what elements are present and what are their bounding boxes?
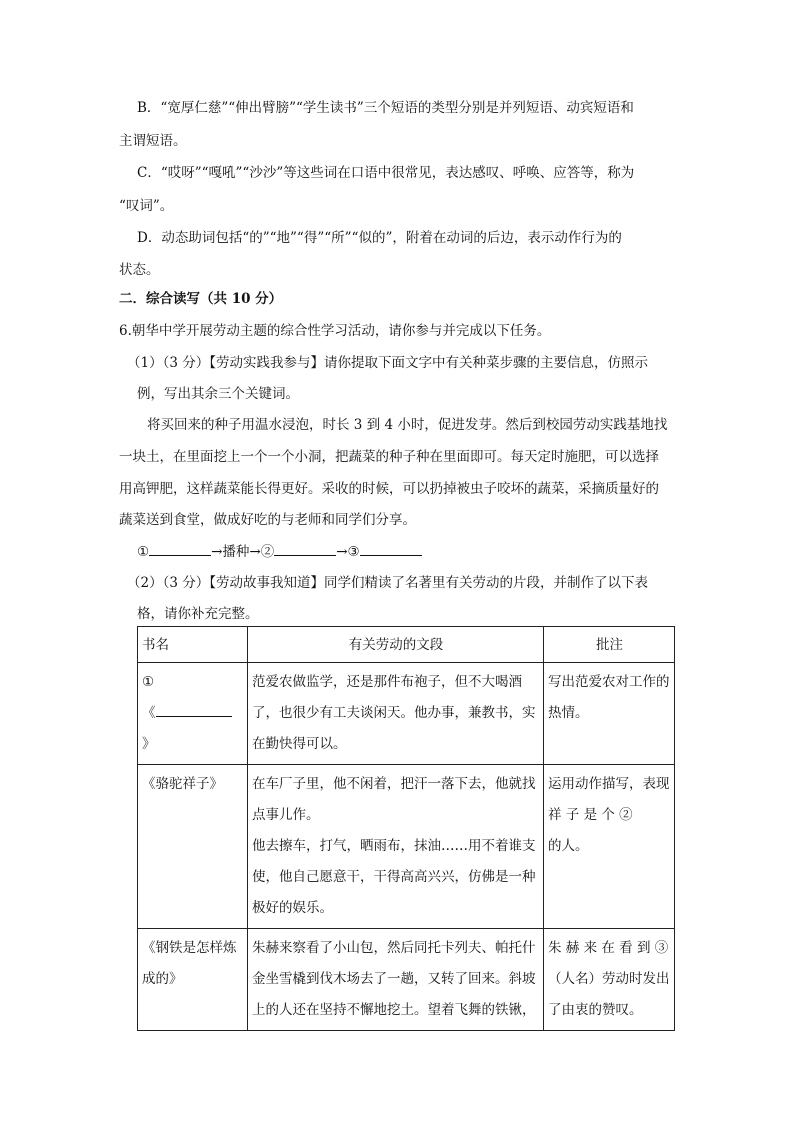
annotation-cell: 朱 赫 来 在 看 到 ③（人名）劳动时发出了由衷的赞叹。 [544, 929, 675, 1031]
passage-line4: 蔬菜送到食堂，做成好吃的与老师和同学们分享。 [119, 512, 416, 528]
table-row [138, 663, 675, 765]
annotation-text-end: 的人。 [548, 838, 589, 854]
annotation-cell: 写出范爱农对工作的热情。 [544, 663, 675, 765]
part2-prompt-line1: （2）（3 分）【劳动故事我知道】同学们精读了名著里有关劳动的片段，并制作了以下表 [127, 575, 648, 591]
arrow-sow-text: →播种→ [211, 544, 261, 560]
book-left-bracket: 《 [142, 705, 156, 721]
answer-blank-2[interactable] [274, 541, 336, 556]
keyword-answer-row [137, 541, 422, 562]
option-b-line1: B．“宽厚仁慈”“伸出臂膀”“学生读书”三个短语的类型分别是并列短语、动宾短语和 [137, 100, 634, 116]
book-title-blank[interactable] [156, 702, 232, 717]
table-header-row [138, 627, 675, 663]
blank-3-number: ③ [347, 544, 360, 560]
part2-prompt-line2: 格，请你补充完整。 [137, 606, 259, 622]
passage-paragraph: 在车厂子里，他不闲着，把汗一落下去，他就找点事儿作。 [252, 776, 536, 823]
annotation-text: 运用动作描写，表现祥 子 是 个 ② [548, 776, 670, 823]
book-blank-number: ① [142, 674, 155, 690]
annotation-cell [544, 765, 675, 929]
header-annotation: 批注 [544, 627, 675, 663]
answer-blank-3[interactable] [360, 541, 422, 556]
labor-passage-cell [248, 765, 544, 929]
question-6-stem: 6.朝华中学开展劳动主题的综合性学习活动，请你参与并完成以下任务。 [119, 323, 551, 339]
passage-line3: 用高钾肥，这样蔬菜能长得更好。采收的时候，可以扔掉被虫子咬坏的蔬菜，采摘质量好的 [119, 481, 659, 497]
option-c-line2: “叹词”。 [119, 198, 174, 214]
part1-prompt-line1: （1）（3 分）【劳动实践我参与】请你提取下面文字中有关种菜步骤的主要信息，仿照示 [127, 355, 648, 371]
blank-2-number: ② [260, 544, 275, 560]
labor-literature-table [137, 626, 675, 1031]
book-cell-blank [138, 663, 248, 765]
part1-prompt-line2: 例，写出其余三个关键词。 [137, 386, 299, 402]
answer-blank-1[interactable] [149, 541, 211, 556]
labor-passage-cell: 范爱农做监学，还是那件布袍子，但不大喝酒了，也很少有工夫谈闲天。他办事，兼教书，实在勤快得可以。 [248, 663, 544, 765]
table-row [138, 765, 675, 929]
option-c-line1: C．“哎呀”“嘎吼”“沙沙”等这些词在口语中很常见，表达感叹、呼唤、应答等，称为 [137, 165, 635, 181]
labor-passage-cell: 朱赫来察看了小山包，然后同托卡列夫、帕托什金坐雪橇到伐木场去了一趟，又转了回来。斜坡上的人还在坚持不懈地挖土。望着飞舞的铁锹， [248, 929, 544, 1031]
book-right-bracket: 》 [142, 736, 156, 752]
option-d-line1: D．动态助词包括“的”“地”“得”“所”“似的”，附着在动词的后边，表示动作行为的 [137, 230, 622, 246]
header-labor-passage: 有关劳动的文段 [248, 627, 544, 663]
arrow-text: → [336, 544, 348, 560]
option-d-line2: 状态。 [119, 262, 160, 278]
book-title-cell: 《骆驼祥子》 [138, 765, 248, 929]
passage-paragraph: 他去擦车，打气，晒雨布，抹油……用不着谁支使，他自己愿意干，干得高高兴兴，仿佛是一种极好的娱乐。 [252, 838, 536, 916]
header-book-title: 书名 [138, 627, 248, 663]
passage-line2: 一块土，在里面挖上一个一个小洞，把蔬菜的种子种在里面即可。每天定时施肥，可以选择 [119, 449, 659, 465]
blank-1-number: ① [137, 544, 150, 560]
option-b-line2: 主谓短语。 [119, 133, 187, 149]
table-row [138, 929, 675, 1031]
section-heading: 二．综合读写（共 10 分） [119, 291, 283, 307]
book-title-cell: 《钢铁是怎样炼成的》 [138, 929, 248, 1031]
passage-line1: 将买回来的种子用温水浸泡，时长 3 到 4 小时，促进发芽。然后到校园劳动实践基地找 [147, 417, 668, 433]
